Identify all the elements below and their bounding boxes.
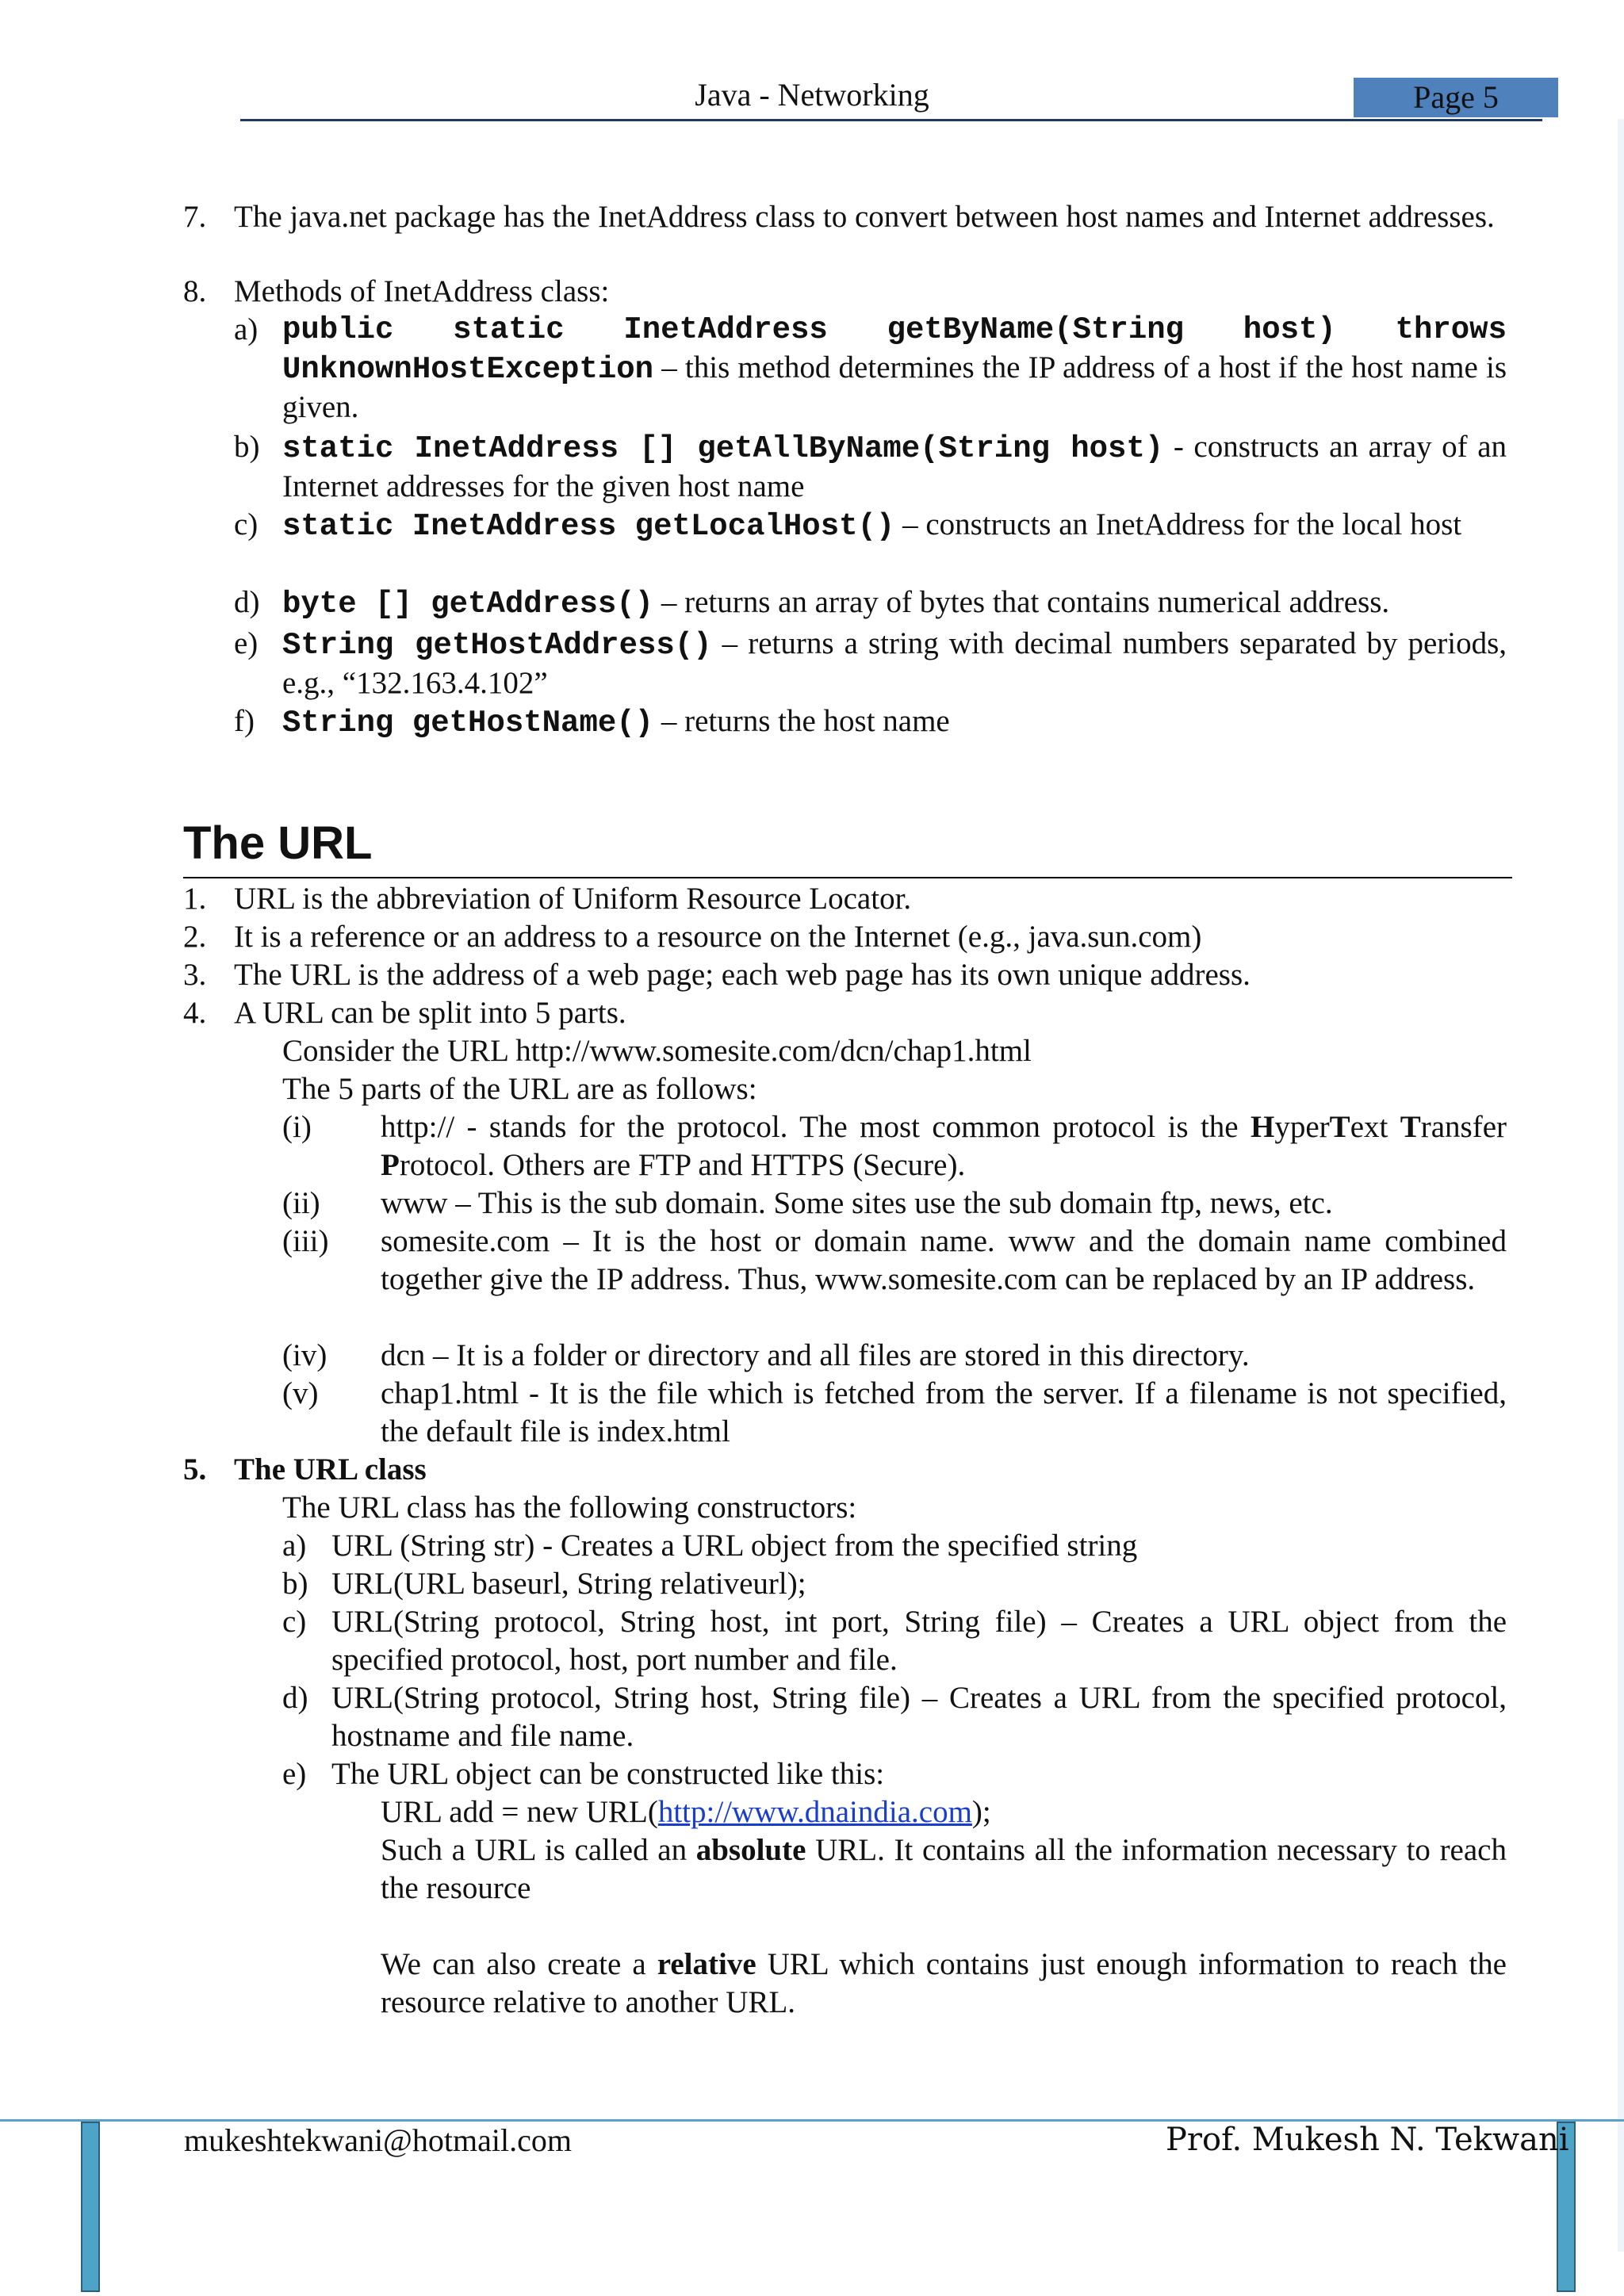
example-link[interactable]: http://www.dnaindia.com (657, 1795, 972, 1829)
absolute-url-note: Such a URL is called an absolute URL. It contains all the information necessary to reach the resource (381, 1833, 1507, 1905)
sub-letter: b) (282, 1567, 308, 1601)
roman-numeral: (v) (282, 1376, 319, 1410)
sub-letter: e) (234, 626, 259, 660)
sub-letter: c) (282, 1605, 307, 1639)
ctor-example-intro: The URL object can be constructed like this: (331, 1757, 885, 1791)
consider-url: Consider the URL http://www.somesite.com/dcn/chap1.html (282, 1034, 1032, 1068)
ctor-protocol-host-file: URL(String protocol, String host, String file) – Creates a URL from the specified protocol, hostname and file name. (331, 1681, 1507, 1753)
sub-letter: a) (234, 312, 259, 346)
list-item-7: The java.net package has the InetAddress class to convert between host names and Internet addresses. (234, 200, 1495, 234)
sub-letter: d) (234, 585, 260, 619)
list-number: 7. (183, 200, 207, 234)
sub-letter: d) (282, 1681, 308, 1715)
url-part-folder: dcn – It is a folder or directory and all files are stored in this directory. (381, 1338, 1250, 1372)
method-getbyname-desc: UnknownHostException – this method determines the IP address of a host if the host name is given. (282, 350, 1507, 424)
list-item: The URL is the address of a web page; each web page has its own unique address. (234, 958, 1251, 992)
roman-numeral: (iv) (282, 1338, 327, 1372)
list-number: 2. (183, 920, 207, 954)
footer-author: Prof. Mukesh N. Tekwani (1166, 2122, 1569, 2158)
ctor-string: URL (String str) - Creates a URL object from the specified string (331, 1529, 1138, 1563)
sub-letter: c) (234, 507, 259, 541)
url-part-host: somesite.com – It is the host or domain name. www and the domain name combined together give the IP address. Thus, www.somesite.com can be replaced by an IP address. (381, 1224, 1507, 1296)
url-class-heading: The URL class (234, 1452, 427, 1487)
header-title: Java - Networking (695, 77, 929, 113)
list-number: 5. (183, 1452, 207, 1487)
section-rule (183, 877, 1512, 878)
url-part-subdomain: www – This is the sub domain. Some sites use the sub domain ftp, news, etc. (381, 1186, 1333, 1220)
list-item: A URL can be split into 5 parts. (234, 996, 626, 1030)
ctor-base-relative: URL(URL baseurl, String relativeurl); (331, 1567, 806, 1601)
roman-numeral: (ii) (282, 1186, 320, 1220)
method-getallbyname: static InetAddress [] getAllByName(String host) - constructs an array of an Internet addresses for the given host name (282, 430, 1507, 503)
roman-numeral: (i) (282, 1110, 312, 1144)
sub-letter: f) (234, 704, 255, 738)
url-part-file: chap1.html - It is the file which is fetched from the server. If a filename is not specified, the default file is index.html (381, 1376, 1507, 1448)
ctor-intro: The URL class has the following constructors: (282, 1490, 857, 1525)
list-item: URL is the abbreviation of Uniform Resource Locator. (234, 882, 912, 916)
roman-numeral: (iii) (282, 1224, 329, 1258)
header-rule (240, 119, 1542, 121)
list-item-8: Methods of InetAddress class: (234, 274, 610, 308)
method-gethostname: String getHostName() – returns the host name (282, 704, 950, 740)
relative-url-note: We can also create a relative URL which contains just enough information to reach the resource relative to another URL. (381, 1947, 1507, 2019)
sub-letter: e) (282, 1757, 307, 1791)
list-number: 1. (183, 882, 207, 916)
url-part-protocol: http:// - stands for the protocol. The most common protocol is the HyperText Transfer Protocol. Others are FTP and HTTPS (Secure). (381, 1110, 1507, 1182)
sub-letter: a) (282, 1529, 307, 1563)
sub-letter: b) (234, 430, 260, 464)
method-getaddress: byte [] getAddress() – returns an array of bytes that contains numerical address. (282, 585, 1390, 622)
method-gethostaddress: String getHostAddress() – returns a string with decimal numbers separated by periods, e.g., “132.163.4.102” (282, 626, 1507, 700)
list-number: 8. (183, 274, 207, 308)
footer-email: mukeshtekwani@hotmail.com (184, 2122, 572, 2158)
section-heading: The URL (183, 817, 373, 869)
method-getbyname-code: public static InetAddress getByName(String host) throws (282, 312, 1507, 347)
exception-code: UnknownHostException (282, 352, 654, 387)
page-border-right (1618, 119, 1624, 2252)
list-number: 3. (183, 958, 207, 992)
method-getlocalhost: static InetAddress getLocalHost() – constructs an InetAddress for the local host (282, 507, 1462, 544)
footer-bar-left (81, 2122, 100, 2292)
parts-intro: The 5 parts of the URL are as follows: (282, 1072, 757, 1106)
list-number: 4. (183, 996, 207, 1030)
page-number: Page 5 (1354, 78, 1558, 117)
code-example: URL add = new URL(http://www.dnaindia.com); (381, 1795, 991, 1829)
list-item: It is a reference or an address to a resource on the Internet (e.g., java.sun.com) (234, 920, 1202, 954)
ctor-protocol-host-port-file: URL(String protocol, String host, int port, String file) – Creates a URL object from the specified protocol, host, port number and file. (331, 1605, 1507, 1677)
